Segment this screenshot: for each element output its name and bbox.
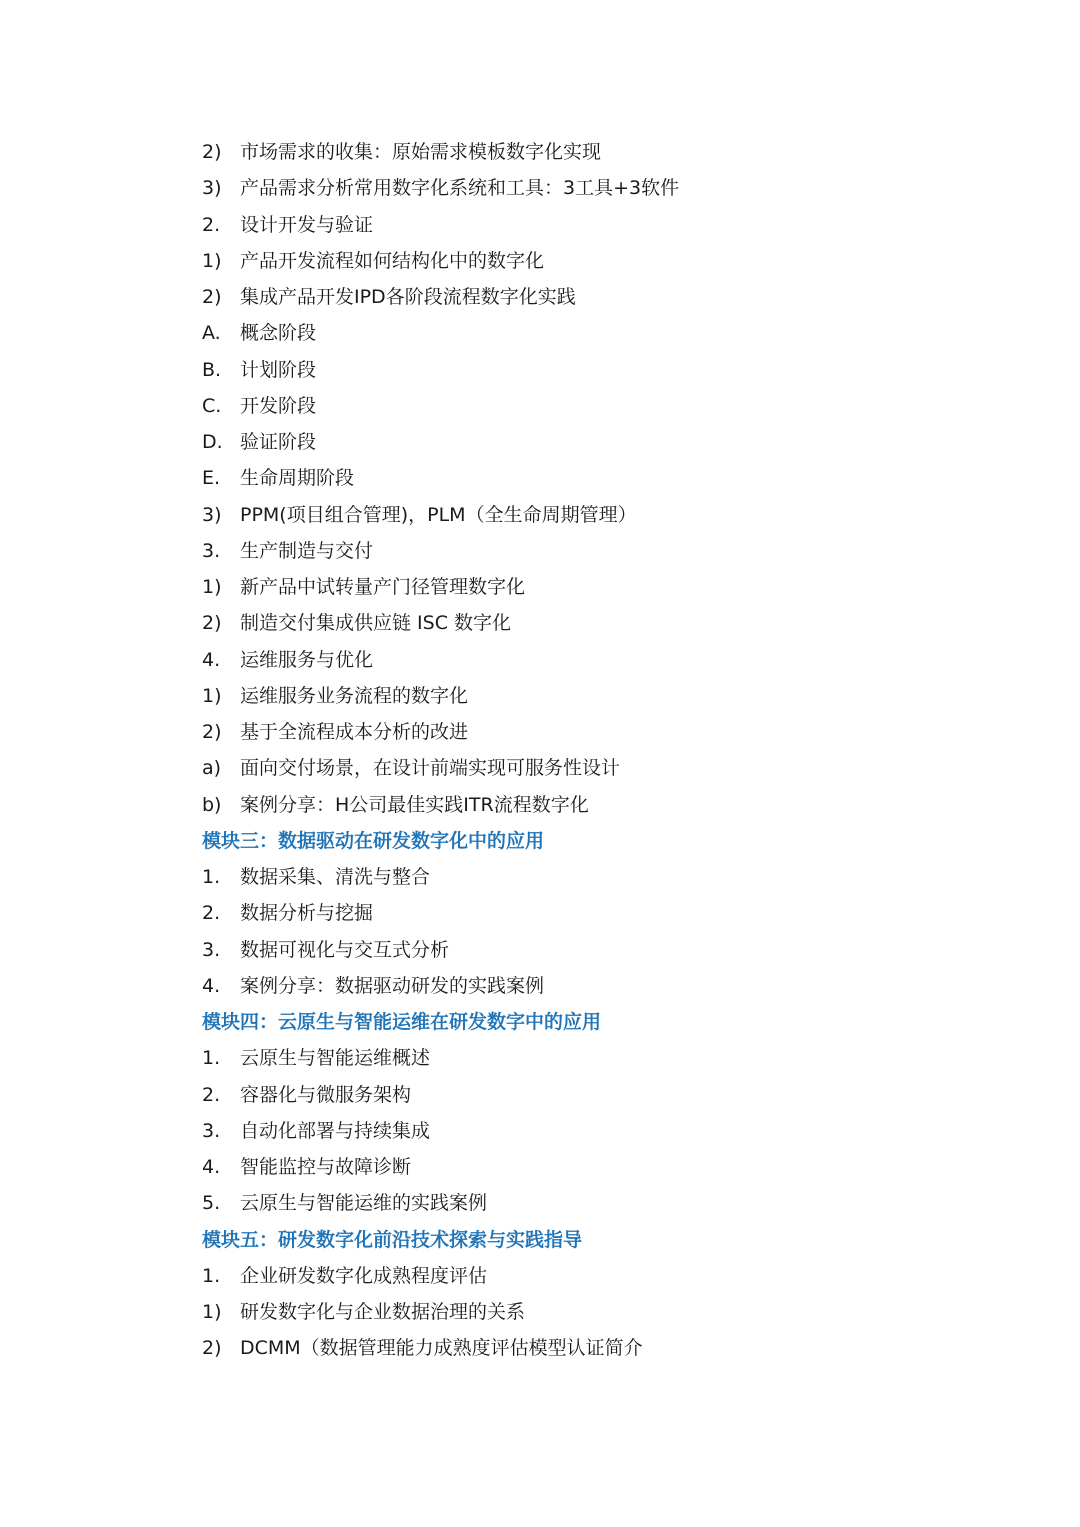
outline-item-text: 案例分享：H公司最佳实践ITR流程数字化 — [240, 793, 589, 816]
outline-item — [202, 352, 1022, 388]
outline-item-text: 生产制造与交付 — [240, 539, 374, 562]
outline-item — [202, 1040, 1022, 1076]
list-marker: 2. — [202, 1083, 221, 1106]
list-marker: 1) — [202, 249, 222, 272]
outline-item — [202, 895, 1022, 931]
list-marker: 2) — [202, 286, 222, 308]
list-marker: 4. — [202, 1156, 221, 1178]
list-marker: 2. — [202, 902, 221, 925]
outline-item-text: PPM(项目组合管理)，PLM（全生命周期管理） — [240, 503, 637, 526]
list-marker: 4. — [202, 648, 221, 671]
outline-item — [202, 714, 1022, 750]
outline-item — [202, 388, 1022, 424]
outline-item-text: 数据分析与挖掘 — [240, 902, 374, 925]
outline-list — [202, 134, 1022, 1367]
outline-item — [202, 932, 1022, 968]
list-marker: B. — [202, 358, 222, 381]
outline-item-text: DCMM（数据管理能力成熟度评估模型认证简介 — [240, 1337, 643, 1360]
list-marker: 2. — [202, 213, 221, 236]
outline-item-text: 云原生与智能运维概述 — [240, 1047, 431, 1070]
outline-item-text: 设计开发与验证 — [240, 213, 374, 236]
list-marker: 3) — [202, 177, 222, 200]
outline-item-text: 数据可视化与交互式分析 — [240, 938, 450, 961]
outline-item-text: 集成产品开发IPD各阶段流程数字化实践 — [240, 286, 576, 308]
outline-item — [202, 497, 1022, 533]
outline-item — [202, 170, 1022, 206]
outline-item — [202, 678, 1022, 714]
outline-item — [202, 279, 1022, 315]
outline-item-text: 制造交付集成供应链 ISC 数字化 — [240, 612, 512, 635]
outline-item-text: 运维服务业务流程的数字化 — [240, 684, 469, 707]
module-heading — [202, 1004, 1022, 1040]
outline-item — [202, 1294, 1022, 1330]
outline-item — [202, 787, 1022, 823]
outline-item — [202, 1258, 1022, 1294]
list-marker: 3. — [202, 938, 221, 961]
outline-item — [202, 533, 1022, 569]
outline-item — [202, 1113, 1022, 1149]
module-heading — [202, 823, 1022, 859]
outline-item — [202, 1149, 1022, 1185]
outline-item-text: 运维服务与优化 — [240, 648, 374, 671]
outline-item — [202, 968, 1022, 1004]
list-marker: 5. — [202, 1192, 221, 1215]
outline-item — [202, 424, 1022, 460]
list-marker: b) — [202, 793, 222, 816]
outline-item — [202, 134, 1022, 170]
outline-item-text: 研发数字化与企业数据治理的关系 — [240, 1301, 526, 1323]
list-marker: a) — [202, 757, 222, 780]
outline-item — [202, 1185, 1022, 1221]
list-marker: 2) — [202, 612, 222, 635]
outline-item-text: 市场需求的收集：原始需求模板数字化实现 — [240, 141, 602, 163]
outline-item — [202, 1077, 1022, 1113]
outline-item — [202, 605, 1022, 641]
outline-item-text: 开发阶段 — [240, 394, 317, 417]
outline-item-text: 面向交付场景，在设计前端实现可服务性设计 — [240, 757, 621, 780]
outline-item — [202, 243, 1022, 279]
outline-item-text: 计划阶段 — [240, 358, 317, 381]
list-marker: 4. — [202, 974, 221, 997]
module-heading-text: 模块五：研发数字化前沿技术探索与实践指导 — [202, 1228, 583, 1251]
outline-item-text: 生命周期阶段 — [240, 467, 355, 490]
outline-item-text: 容器化与微服务架构 — [240, 1083, 412, 1106]
module-heading — [202, 1222, 1022, 1258]
list-marker: 2) — [202, 1337, 222, 1360]
list-marker: 1) — [202, 576, 222, 598]
outline-item — [202, 315, 1022, 351]
outline-item-text: 概念阶段 — [240, 322, 317, 345]
list-marker: D. — [202, 431, 223, 453]
list-marker: E. — [202, 467, 221, 490]
list-marker: 1) — [202, 684, 222, 707]
outline-item — [202, 859, 1022, 895]
module-heading-text: 模块三：数据驱动在研发数字化中的应用 — [202, 829, 545, 852]
list-marker: 3. — [202, 539, 221, 562]
module-heading-text: 模块四：云原生与智能运维在研发数字中的应用 — [202, 1011, 602, 1033]
outline-item — [202, 460, 1022, 496]
list-marker: 1. — [202, 866, 221, 888]
outline-item-text: 企业研发数字化成熟程度评估 — [240, 1264, 488, 1287]
outline-item-text: 智能监控与故障诊断 — [240, 1156, 412, 1178]
list-marker: 2) — [202, 141, 222, 163]
outline-item-text: 基于全流程成本分析的改进 — [240, 721, 469, 743]
list-marker: 3) — [202, 503, 222, 526]
outline-item — [202, 207, 1022, 243]
list-marker: 1. — [202, 1264, 221, 1287]
outline-item-text: 云原生与智能运维的实践案例 — [240, 1192, 488, 1215]
outline-item — [202, 642, 1022, 678]
outline-item-text: 产品需求分析常用数字化系统和工具：3工具+3软件 — [240, 177, 680, 200]
outline-item-text: 验证阶段 — [240, 431, 317, 453]
list-marker: 1. — [202, 1047, 221, 1070]
list-marker: A. — [202, 322, 221, 345]
outline-item-text: 数据采集、清洗与整合 — [240, 866, 431, 888]
outline-item-text: 新产品中试转量产门径管理数字化 — [240, 576, 526, 598]
list-marker: 3. — [202, 1119, 221, 1142]
outline-item — [202, 750, 1022, 786]
outline-item-text: 自动化部署与持续集成 — [240, 1119, 431, 1142]
outline-item-text: 产品开发流程如何结构化中的数字化 — [240, 249, 545, 272]
outline-item-text: 案例分享：数据驱动研发的实践案例 — [240, 974, 545, 997]
outline-item — [202, 569, 1022, 605]
list-marker: 1) — [202, 1301, 222, 1323]
outline-item — [202, 1330, 1022, 1366]
list-marker: C. — [202, 394, 222, 417]
list-marker: 2) — [202, 721, 222, 743]
